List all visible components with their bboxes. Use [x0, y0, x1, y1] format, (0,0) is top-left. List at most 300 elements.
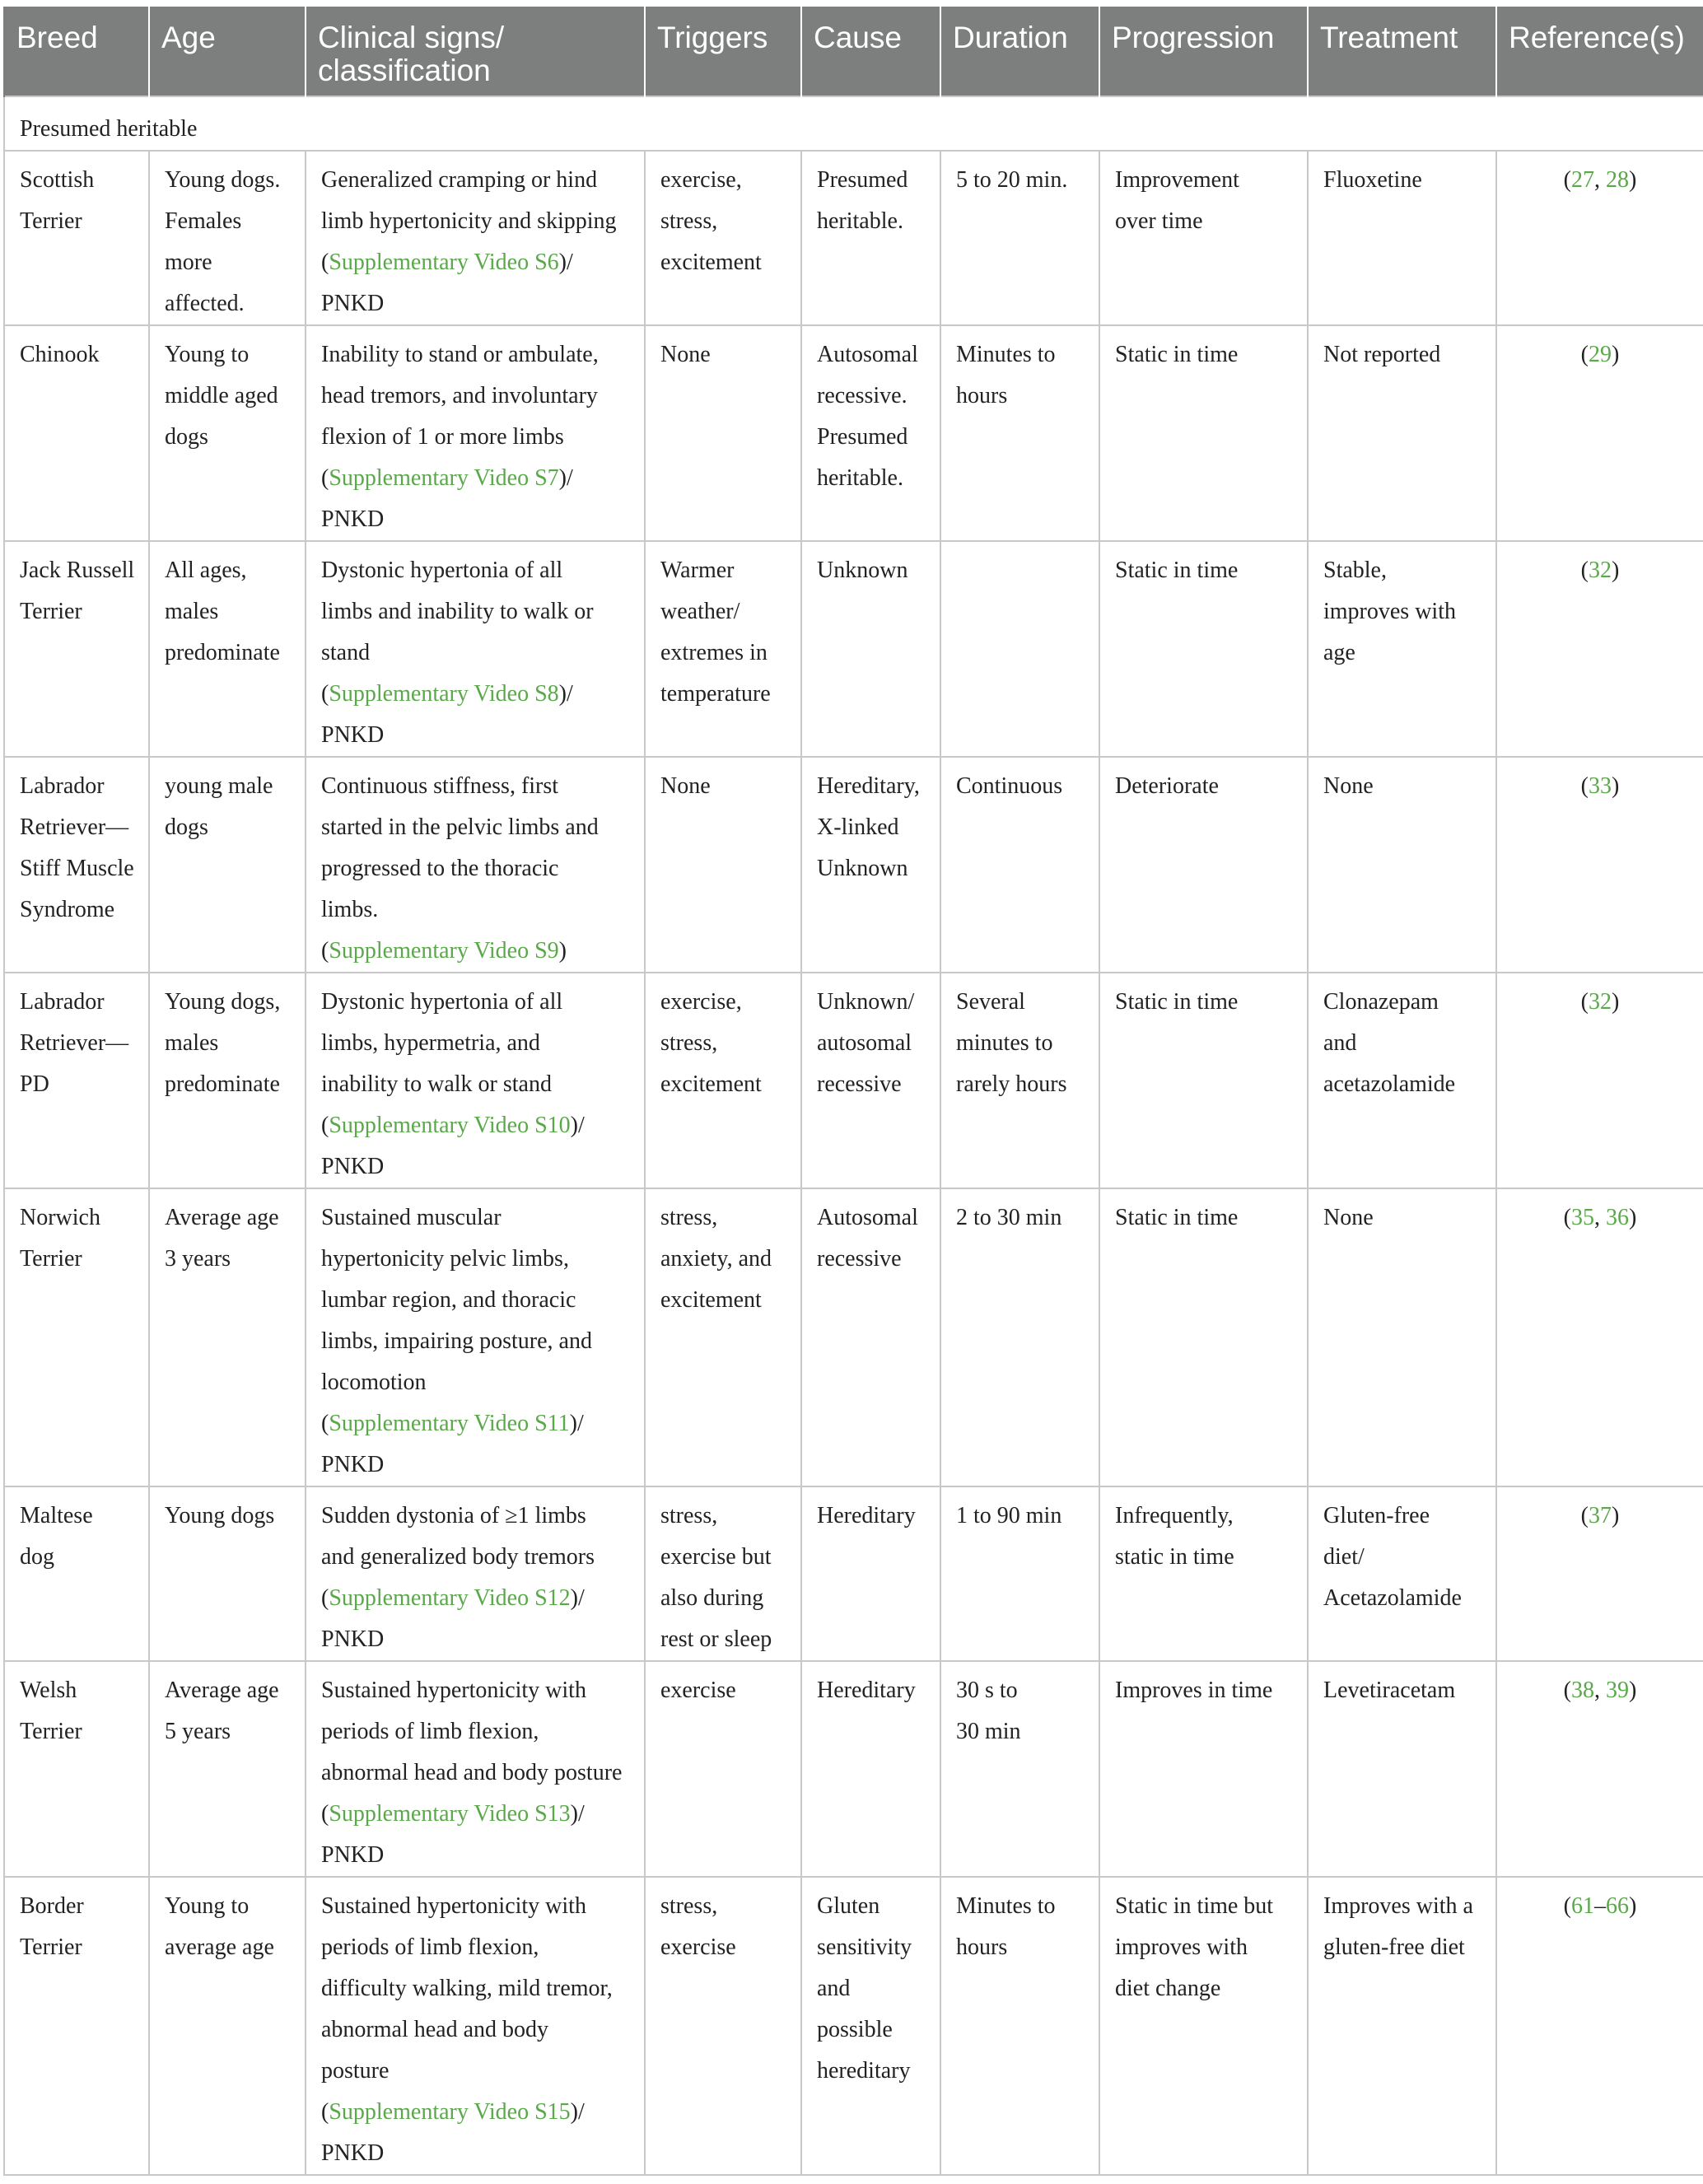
cell-line: Static in time: [1115, 342, 1239, 367]
clinical-signs-cell: [306, 1486, 645, 1661]
cell-line: limbs, impairing posture, and: [321, 1328, 592, 1354]
cell-line: Static in time: [1115, 558, 1239, 583]
cell-line: stress,: [660, 1030, 718, 1056]
cell-line: stress,: [660, 208, 718, 234]
breed-cell: [4, 541, 149, 757]
progression-cell: [1099, 1486, 1308, 1661]
column-header: Triggers: [645, 7, 801, 96]
cell-line: Improves with a: [1323, 1893, 1473, 1919]
cell-line: diet change: [1115, 1976, 1221, 2001]
references-cell: [1496, 151, 1703, 325]
cell-line: Terrier: [20, 599, 82, 624]
reference-link[interactable]: 32: [1589, 989, 1612, 1015]
cell-line: 2 to 30 min: [956, 1205, 1062, 1230]
references-cell: [1496, 973, 1703, 1188]
cell-line: Sustained muscular: [321, 1205, 502, 1230]
reference-link[interactable]: 29: [1589, 342, 1612, 367]
references-cell: [1496, 1877, 1703, 2175]
age-cell: [149, 757, 306, 973]
cell-line: flexion of 1 or more limbs: [321, 424, 564, 450]
cell-line: stand: [321, 640, 371, 665]
cell-line: Welsh: [20, 1678, 77, 1703]
table-row: [4, 151, 1703, 325]
cell-line: Infrequently,: [1115, 1503, 1234, 1528]
progression-cell: [1099, 325, 1308, 541]
cell-line: limbs and inability to walk or: [321, 599, 594, 624]
cell-line: X-linked: [817, 814, 899, 840]
cell-line: started in the pelvic limbs and: [321, 814, 599, 840]
progression-cell: [1099, 151, 1308, 325]
breed-cell: [4, 1486, 149, 1661]
cell-line: Labrador: [20, 989, 105, 1015]
cell-line: (Supplementary Video S7)/: [321, 465, 573, 491]
cell-line: hypertonicity pelvic limbs,: [321, 1246, 569, 1272]
triggers-cell: [645, 541, 801, 757]
reference-link[interactable]: 35: [1571, 1205, 1594, 1230]
cell-line: Deteriorate: [1115, 773, 1219, 799]
cell-line: recessive: [817, 1246, 902, 1272]
cell-line: rarely hours: [956, 1071, 1067, 1097]
treatment-cell: [1308, 1877, 1496, 2175]
cell-line: abnormal head and body: [321, 2017, 549, 2042]
table-container: [3, 7, 1703, 2174]
cell-line: Hereditary,: [817, 773, 920, 799]
cell-line: predominate: [165, 1071, 280, 1097]
reference-link[interactable]: 38: [1571, 1678, 1594, 1703]
table-row: [4, 325, 1703, 541]
cell-line: (37): [1580, 1503, 1620, 1528]
cell-line: 30 min: [956, 1719, 1021, 1744]
treatment-cell: [1308, 973, 1496, 1188]
table-row: [4, 973, 1703, 1188]
cell-line: Young dogs,: [165, 989, 281, 1015]
age-cell: [149, 973, 306, 1188]
column-header: Reference(s): [1496, 7, 1703, 96]
table-row: [4, 1661, 1703, 1877]
reference-link[interactable]: 66: [1606, 1893, 1629, 1919]
cell-line: Minutes to: [956, 342, 1056, 367]
column-header: Duration: [940, 7, 1099, 96]
cell-line: predominate: [165, 640, 280, 665]
cell-line: limbs, hypermetria, and: [321, 1030, 540, 1056]
cell-line: PNKD: [321, 1842, 385, 1868]
cell-line: young male: [165, 773, 273, 799]
column-header: Treatment: [1308, 7, 1496, 96]
breed-cell: [4, 151, 149, 325]
cell-line: (Supplementary Video S13)/: [321, 1801, 585, 1827]
cell-line: PNKD: [321, 1626, 385, 1652]
cell-line: (35, 36): [1563, 1205, 1637, 1230]
cell-line: hereditary: [817, 2058, 911, 2084]
cell-line: inability to walk or stand: [321, 1071, 552, 1097]
cell-line: Generalized cramping or hind: [321, 167, 598, 193]
triggers-cell: [645, 973, 801, 1188]
cell-line: None: [1323, 773, 1374, 799]
references-cell: [1496, 1661, 1703, 1877]
cell-line: gluten-free diet: [1323, 1934, 1465, 1960]
cell-line: exercise,: [660, 989, 742, 1015]
table-row: [4, 541, 1703, 757]
cell-line: extremes in: [660, 640, 768, 665]
duration-cell: [940, 1188, 1099, 1486]
triggers-cell: [645, 757, 801, 973]
progression-cell: [1099, 973, 1308, 1188]
supplementary-video-link[interactable]: Supplementary Video S8: [329, 681, 559, 707]
cell-line: Retriever—: [20, 814, 129, 840]
cell-line: PNKD: [321, 506, 385, 532]
cell-line: Norwich: [20, 1205, 100, 1230]
duration-cell: [940, 541, 1099, 757]
cell-line: Average age: [165, 1205, 279, 1230]
reference-link[interactable]: 39: [1606, 1678, 1629, 1703]
cell-line: stress,: [660, 1893, 718, 1919]
cell-line: hours: [956, 383, 1008, 408]
cell-line: Autosomal: [817, 1205, 918, 1230]
cell-line: recessive: [817, 1071, 902, 1097]
cell-line: Static in time: [1115, 989, 1239, 1015]
cell-line: limb hypertonicity and skipping: [321, 208, 617, 234]
supplementary-video-link[interactable]: Supplementary Video S13: [329, 1801, 571, 1827]
cell-line: locomotion: [321, 1370, 427, 1395]
cell-line: PD: [20, 1071, 49, 1097]
references-cell: [1496, 325, 1703, 541]
cell-line: difficulty walking, mild tremor,: [321, 1976, 613, 2001]
cell-line: (Supplementary Video S8)/: [321, 681, 573, 707]
progression-cell: [1099, 1661, 1308, 1877]
cell-line: limbs.: [321, 897, 379, 922]
treatment-cell: [1308, 151, 1496, 325]
cell-line: Static in time: [1115, 1205, 1239, 1230]
duration-cell: [940, 1877, 1099, 2175]
table-row: [4, 1188, 1703, 1486]
cell-line: 5 to 20 min.: [956, 167, 1068, 193]
triggers-cell: [645, 1661, 801, 1877]
references-cell: [1496, 541, 1703, 757]
clinical-signs-cell: [306, 151, 645, 325]
cell-line: None: [660, 342, 711, 367]
cell-line: Unknown/: [817, 989, 915, 1015]
cell-line: periods of limb flexion,: [321, 1934, 539, 1960]
cell-line: dog: [20, 1544, 54, 1570]
cell-line: Terrier: [20, 1934, 82, 1960]
cell-line: dogs: [165, 814, 208, 840]
duration-cell: [940, 757, 1099, 973]
cell-line: (Supplementary Video S15)/: [321, 2099, 585, 2125]
cell-line: also during: [660, 1585, 764, 1611]
cell-line: 30 s to: [956, 1678, 1018, 1703]
age-cell: [149, 1661, 306, 1877]
cell-line: static in time: [1115, 1544, 1234, 1570]
treatment-cell: [1308, 325, 1496, 541]
supplementary-video-link[interactable]: Supplementary Video S12: [329, 1585, 571, 1611]
cell-line: (29): [1580, 342, 1620, 367]
section-label: Presumed heritable: [4, 96, 1703, 151]
supplementary-video-link[interactable]: Supplementary Video S6: [329, 250, 559, 275]
cell-line: stress,: [660, 1205, 718, 1230]
cell-line: Presumed: [817, 167, 908, 193]
clinical-signs-cell: [306, 1188, 645, 1486]
table-row: [4, 1877, 1703, 2175]
cell-line: Terrier: [20, 208, 82, 234]
cell-line: minutes to: [956, 1030, 1053, 1056]
clinical-signs-cell: [306, 757, 645, 973]
cell-line: PNKD: [321, 1452, 385, 1477]
column-header: Age: [149, 7, 306, 96]
cell-line: over time: [1115, 208, 1203, 234]
cell-line: Gluten: [817, 1893, 880, 1919]
progression-cell: [1099, 1877, 1308, 2175]
cause-cell: [801, 151, 940, 325]
treatment-cell: [1308, 1188, 1496, 1486]
clinical-signs-cell: [306, 1661, 645, 1877]
cell-line: (32): [1580, 989, 1620, 1015]
cause-cell: [801, 1188, 940, 1486]
cell-line: Maltese: [20, 1503, 93, 1528]
cell-line: (61–66): [1563, 1893, 1637, 1919]
cell-line: exercise but: [660, 1544, 772, 1570]
cell-line: periods of limb flexion,: [321, 1719, 539, 1744]
cell-line: Several: [956, 989, 1025, 1015]
cause-cell: [801, 1486, 940, 1661]
cell-line: males: [165, 599, 219, 624]
cell-line: Sustained hypertonicity with: [321, 1678, 586, 1703]
column-header: Cause: [801, 7, 940, 96]
cell-line: Sustained hypertonicity with: [321, 1893, 586, 1919]
treatment-cell: [1308, 541, 1496, 757]
cell-line: Young to: [165, 1893, 250, 1919]
cell-line: temperature: [660, 681, 771, 707]
cell-line: (38, 39): [1563, 1678, 1637, 1703]
duration-cell: [940, 973, 1099, 1188]
cell-line: improves with: [1323, 599, 1456, 624]
reference-link[interactable]: 32: [1589, 558, 1612, 583]
cell-line: Syndrome: [20, 897, 115, 922]
cell-line: Levetiracetam: [1323, 1678, 1456, 1703]
triggers-cell: [645, 1486, 801, 1661]
reference-link[interactable]: 28: [1606, 167, 1629, 193]
reference-link[interactable]: 61: [1571, 1893, 1594, 1919]
cell-line: age: [1323, 640, 1355, 665]
cell-line: Dystonic hypertonia of all: [321, 558, 563, 583]
cell-line: Not reported: [1323, 342, 1441, 367]
triggers-cell: [645, 151, 801, 325]
supplementary-video-link[interactable]: Supplementary Video S7: [329, 465, 559, 491]
cell-line: exercise: [660, 1934, 736, 1960]
cell-line: weather/: [660, 599, 740, 624]
cell-line: Young dogs: [165, 1503, 275, 1528]
supplementary-video-link[interactable]: Supplementary Video S9: [329, 938, 559, 964]
cell-line: recessive.: [817, 383, 907, 408]
cell-line: Chinook: [20, 342, 100, 367]
treatment-cell: [1308, 757, 1496, 973]
cell-line: Hereditary: [817, 1678, 916, 1703]
cell-line: Sudden dystonia of ≥1 limbs: [321, 1503, 586, 1528]
cell-line: affected.: [165, 291, 245, 316]
cell-line: Continuous: [956, 773, 1063, 799]
age-cell: [149, 1188, 306, 1486]
cell-line: Autosomal: [817, 342, 918, 367]
breed-cell: [4, 1188, 149, 1486]
cell-line: Retriever—: [20, 1030, 129, 1056]
cell-line: Gluten-free: [1323, 1503, 1430, 1528]
cell-line: None: [660, 773, 711, 799]
triggers-cell: [645, 1877, 801, 2175]
cell-line: average age: [165, 1934, 274, 1960]
cell-line: Acetazolamide: [1323, 1585, 1462, 1611]
triggers-cell: [645, 325, 801, 541]
reference-link[interactable]: 27: [1571, 167, 1594, 193]
cell-line: possible: [817, 2017, 893, 2042]
treatment-cell: [1308, 1661, 1496, 1877]
breed-cell: [4, 325, 149, 541]
cell-line: stress,: [660, 1503, 718, 1528]
progression-cell: [1099, 757, 1308, 973]
progression-cell: [1099, 1188, 1308, 1486]
cell-line: Young dogs.: [165, 167, 281, 193]
cell-line: 3 years: [165, 1246, 231, 1272]
cell-line: (27, 28): [1563, 167, 1637, 193]
cell-line: Unknown: [817, 558, 908, 583]
cell-line: Inability to stand or ambulate,: [321, 342, 599, 367]
cell-line: dogs: [165, 424, 208, 450]
cell-line: improves with: [1115, 1934, 1248, 1960]
references-cell: [1496, 1188, 1703, 1486]
column-header: Clinical signs/ classification: [306, 7, 645, 96]
age-cell: [149, 1877, 306, 2175]
cell-line: and generalized body tremors: [321, 1544, 595, 1570]
cell-line: and: [817, 1976, 851, 2001]
progression-cell: [1099, 541, 1308, 757]
cell-line: Presumed: [817, 424, 908, 450]
cause-cell: [801, 973, 940, 1188]
cell-line: acetazolamide: [1323, 1071, 1456, 1097]
cell-line: PNKD: [321, 2140, 385, 2166]
cell-line: Stiff Muscle: [20, 856, 134, 881]
cell-line: anxiety, and: [660, 1246, 772, 1272]
breed-cell: [4, 973, 149, 1188]
section-row: [4, 96, 1703, 151]
duration-cell: [940, 1661, 1099, 1877]
cause-cell: [801, 325, 940, 541]
cell-line: (Supplementary Video S12)/: [321, 1585, 585, 1611]
age-cell: [149, 325, 306, 541]
cell-line: hours: [956, 1934, 1008, 1960]
cell-line: excitement: [660, 1287, 762, 1313]
table-row: [4, 1486, 1703, 1661]
cell-line: autosomal: [817, 1030, 912, 1056]
cell-line: Continuous stiffness, first: [321, 773, 559, 799]
cell-line: Stable,: [1323, 558, 1387, 583]
cell-line: Young to: [165, 342, 250, 367]
reference-link[interactable]: 37: [1589, 1503, 1612, 1528]
clinical-signs-cell: [306, 325, 645, 541]
cell-line: All ages,: [165, 558, 247, 583]
cell-line: (Supplementary Video S11)/: [321, 1411, 584, 1436]
references-cell: [1496, 1486, 1703, 1661]
cell-line: Fluoxetine: [1323, 167, 1422, 193]
cell-line: Clonazepam: [1323, 989, 1439, 1015]
cell-line: lumbar region, and thoracic: [321, 1287, 576, 1313]
cell-line: PNKD: [321, 291, 385, 316]
triggers-cell: [645, 1188, 801, 1486]
cell-line: Static in time but: [1115, 1893, 1274, 1919]
cell-line: Border: [20, 1893, 84, 1919]
cell-line: Minutes to: [956, 1893, 1056, 1919]
cell-line: 1 to 90 min: [956, 1503, 1062, 1528]
cell-line: heritable.: [817, 465, 903, 491]
cell-line: Scottish: [20, 167, 95, 193]
column-header: Progression: [1099, 7, 1308, 96]
cell-line: progressed to the thoracic: [321, 856, 559, 881]
cause-cell: [801, 1877, 940, 2175]
cell-line: PNKD: [321, 1154, 385, 1179]
header-row: [4, 7, 1703, 96]
reference-link[interactable]: 36: [1606, 1205, 1629, 1230]
cell-line: Improvement: [1115, 167, 1239, 193]
cell-line: exercise,: [660, 167, 742, 193]
supplementary-video-link[interactable]: Supplementary Video S11: [329, 1411, 570, 1436]
duration-cell: [940, 151, 1099, 325]
cell-line: and: [1323, 1030, 1357, 1056]
reference-link[interactable]: 33: [1589, 773, 1612, 799]
clinical-signs-cell: [306, 1877, 645, 2175]
cause-cell: [801, 1661, 940, 1877]
cell-line: Dystonic hypertonia of all: [321, 989, 563, 1015]
cell-line: head tremors, and involuntary: [321, 383, 598, 408]
cell-line: posture: [321, 2058, 390, 2084]
references-cell: [1496, 757, 1703, 973]
duration-cell: [940, 1486, 1099, 1661]
supplementary-video-link[interactable]: Supplementary Video S15: [329, 2099, 571, 2125]
cause-cell: [801, 541, 940, 757]
cell-line: Improves in time: [1115, 1678, 1273, 1703]
breed-table: [3, 7, 1703, 2176]
age-cell: [149, 1486, 306, 1661]
duration-cell: [940, 325, 1099, 541]
breed-cell: [4, 1877, 149, 2175]
cell-line: (33): [1580, 773, 1620, 799]
cell-line: (Supplementary Video S9): [321, 938, 567, 964]
cell-line: (Supplementary Video S10)/: [321, 1113, 585, 1138]
age-cell: [149, 541, 306, 757]
cell-line: Labrador: [20, 773, 105, 799]
cell-line: PNKD: [321, 722, 385, 748]
cell-line: Females: [165, 208, 242, 234]
cell-line: Terrier: [20, 1246, 82, 1272]
table-row: [4, 757, 1703, 973]
treatment-cell: [1308, 1486, 1496, 1661]
cause-cell: [801, 757, 940, 973]
cell-line: sensitivity: [817, 1934, 912, 1960]
cell-line: (32): [1580, 558, 1620, 583]
cell-line: Average age: [165, 1678, 279, 1703]
breed-cell: [4, 1661, 149, 1877]
supplementary-video-link[interactable]: Supplementary Video S10: [329, 1113, 571, 1138]
cell-line: males: [165, 1030, 219, 1056]
cell-line: None: [1323, 1205, 1374, 1230]
cell-line: 5 years: [165, 1719, 231, 1744]
cell-line: Warmer: [660, 558, 735, 583]
cell-line: more: [165, 250, 212, 275]
clinical-signs-cell: [306, 973, 645, 1188]
cell-line: diet/: [1323, 1544, 1365, 1570]
cell-line: Terrier: [20, 1719, 82, 1744]
column-header: Breed: [4, 7, 149, 96]
cell-line: exercise: [660, 1678, 736, 1703]
cell-line: rest or sleep: [660, 1626, 772, 1652]
cell-line: middle aged: [165, 383, 278, 408]
cell-line: heritable.: [817, 208, 903, 234]
